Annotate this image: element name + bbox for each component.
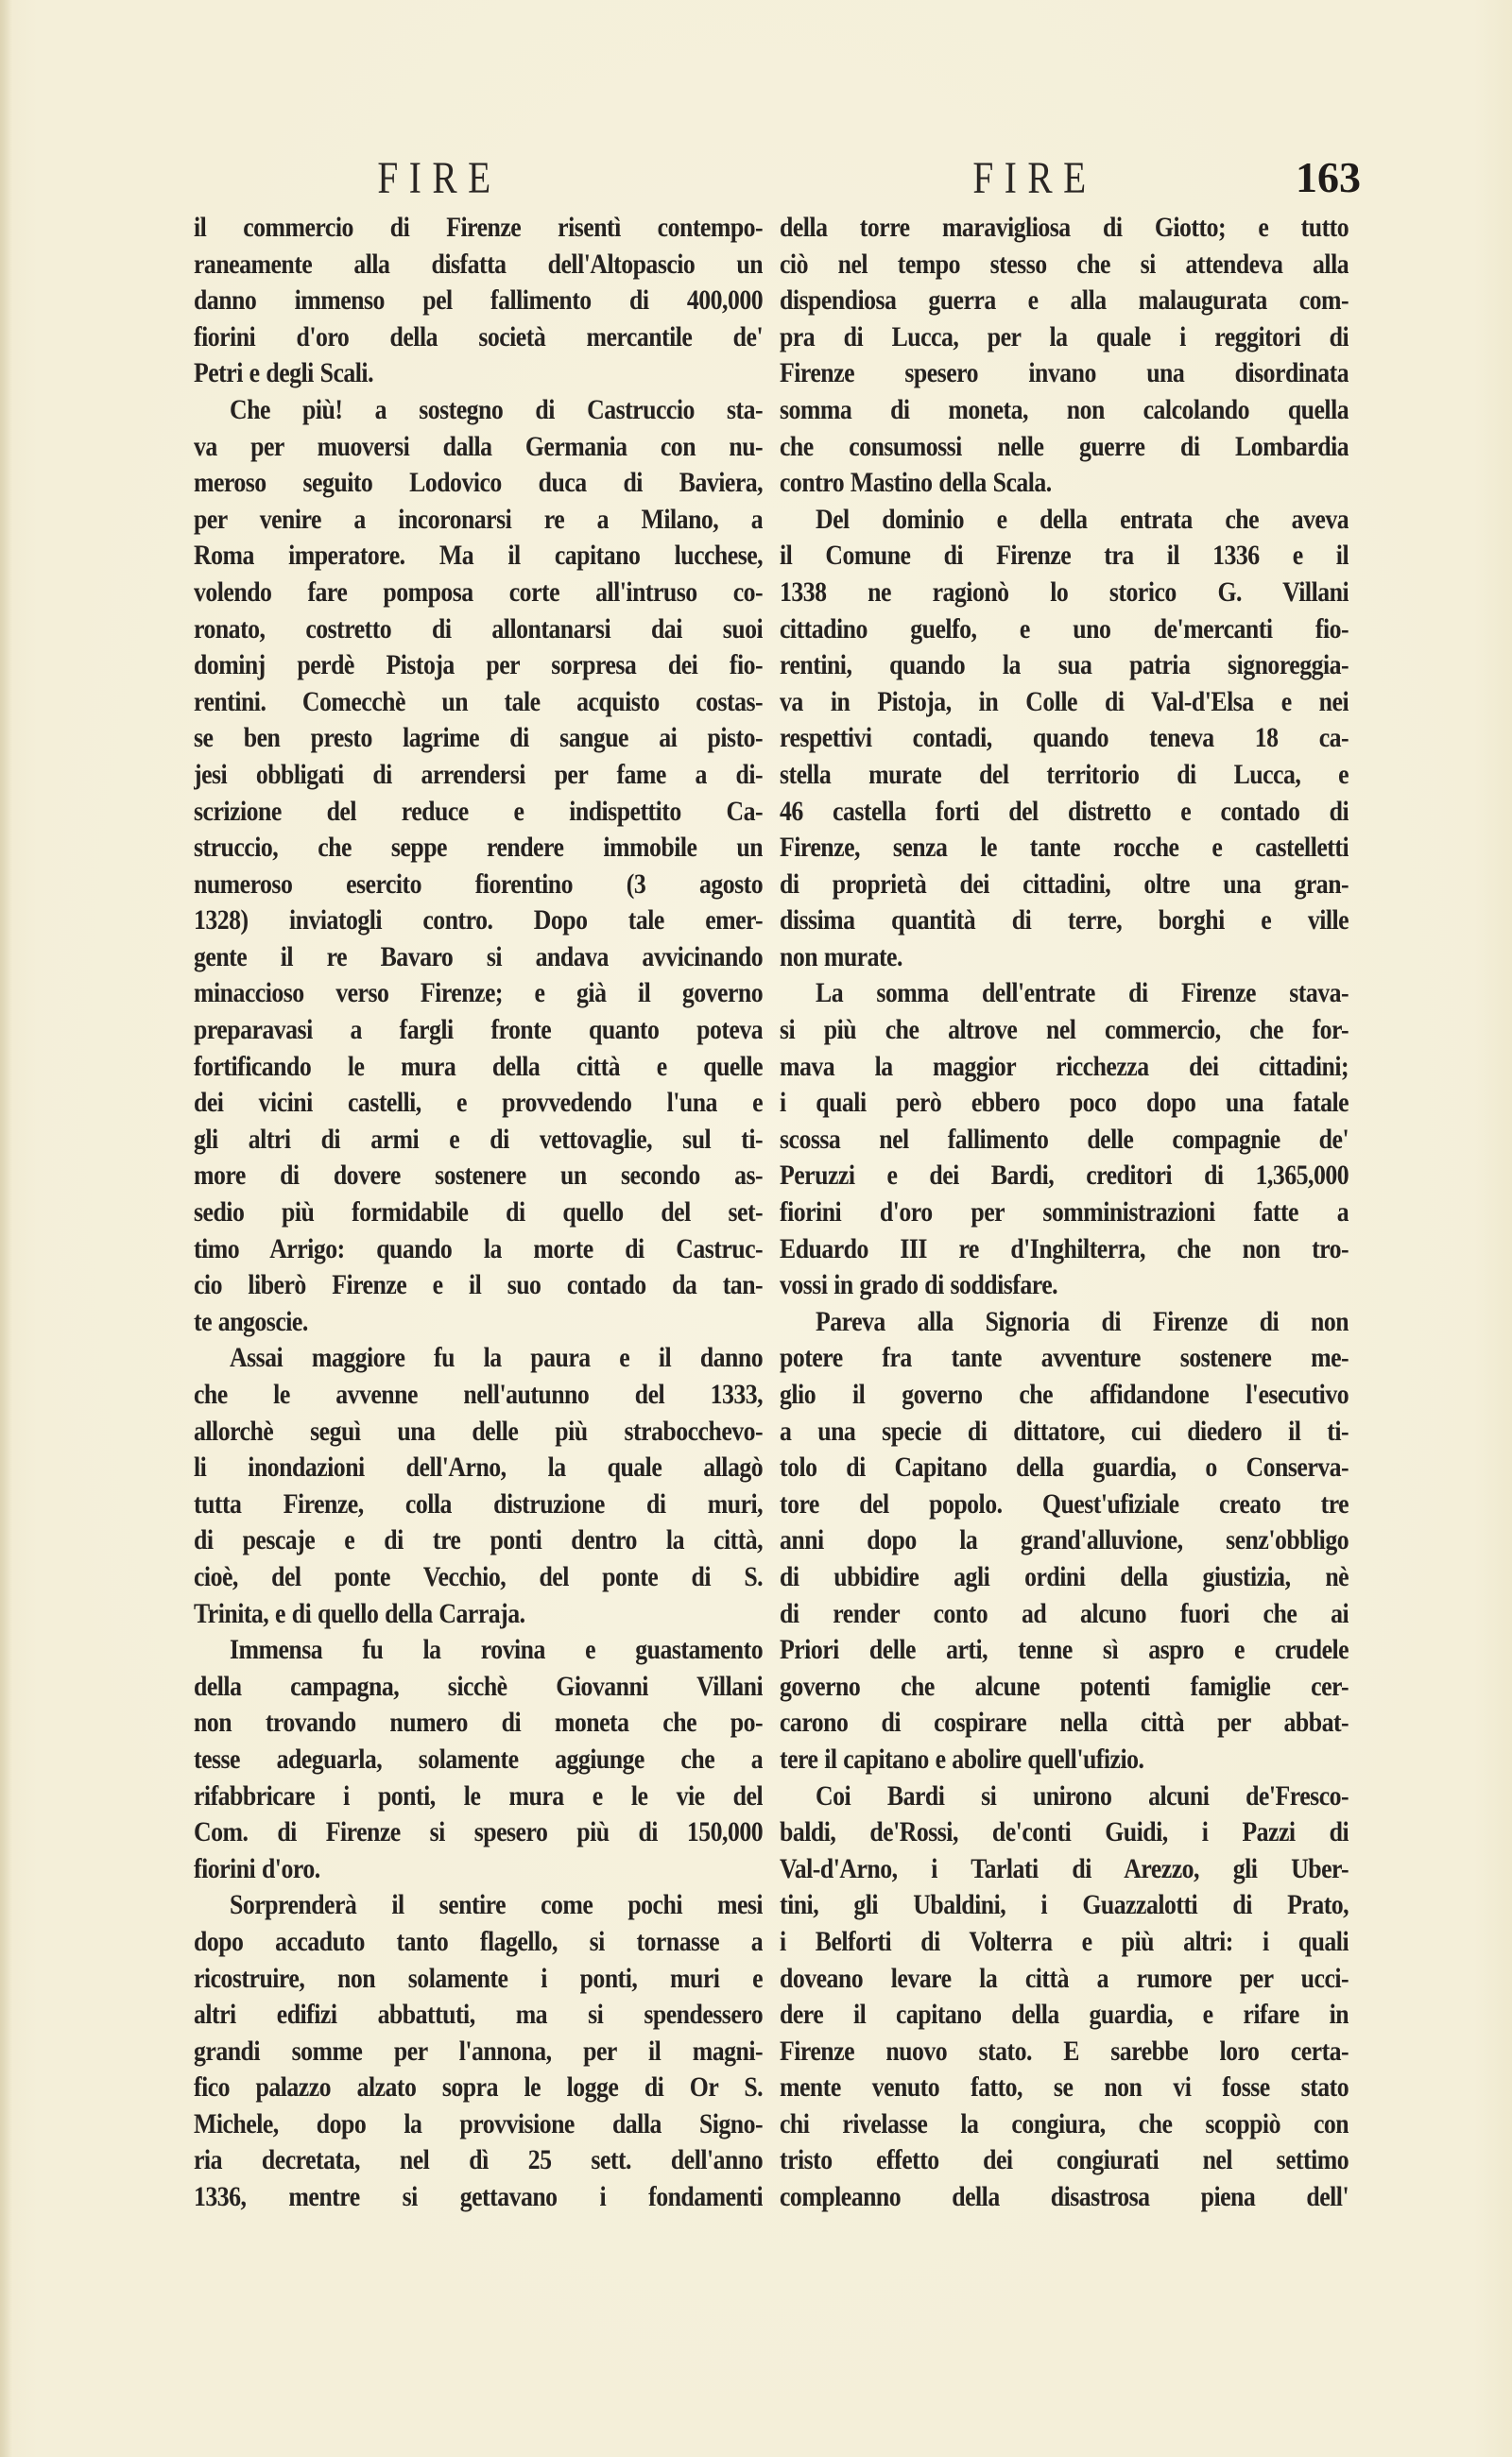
text-line: raneamente alla disfatta dell'Altopascio un xyxy=(194,248,763,280)
text-line: si più che altrove nel commercio, che for- xyxy=(780,1014,1349,1046)
text-line: Pareva alla Signoria di Firenze di non xyxy=(816,1305,1349,1337)
text-line: dominj perdè Pistoja per sorpresa dei fio- xyxy=(194,649,763,681)
text-line: respettivi contadi, quando teneva 18 ca- xyxy=(780,722,1349,754)
text-line: preparavasi a fargli fronte quanto poteva xyxy=(194,1014,763,1046)
page-number: 163 xyxy=(1296,153,1361,201)
text-line: Firenze, senza le tante rocche e castelletti xyxy=(780,832,1349,864)
text-line: baldi, de'Rossi, de'conti Guidi, i Pazzi di xyxy=(780,1816,1349,1848)
text-line: allorchè seguì una delle più strabocchevo- xyxy=(194,1415,763,1447)
text-line: 1336, mentre si gettavano i fondamenti xyxy=(194,2181,763,2213)
text-line: tutta Firenze, colla distruzione di muri, xyxy=(194,1487,763,1520)
text-line: meroso seguito Lodovico duca di Baviera, xyxy=(194,467,763,499)
text-line: Firenze nuovo stato. E sarebbe loro certa- xyxy=(780,2035,1349,2067)
paragraph xyxy=(194,210,763,392)
text-line: rifabbricare i ponti, le mura e le vie del xyxy=(194,1779,763,1812)
text-line: fiorini d'oro per somministrazioni fatte a xyxy=(780,1196,1349,1228)
text-line: danno immenso pel fallimento di 400,000 xyxy=(194,284,763,317)
text-line: cio liberò Firenze e il suo contado da tan- xyxy=(194,1269,763,1301)
text-line: ricostruire, non solamente i ponti, muri e xyxy=(194,1962,763,1994)
text-line: Petri e degli Scali. xyxy=(194,357,374,389)
text-column-left xyxy=(194,210,763,2216)
text-line: della torre maravigliosa di Giotto; e tutto xyxy=(780,212,1349,243)
text-line: dissima quantità di terre, borghi e ville xyxy=(780,904,1349,936)
text-line: gente il re Bavaro si andava avvicinando xyxy=(194,940,763,972)
text-line: Sorprenderà il sentire come pochi mesi xyxy=(230,1889,763,1921)
text-line: doveano levare la città a rumore per ucci- xyxy=(780,1962,1349,1994)
text-line: struccio, che seppe rendere immobile un xyxy=(194,832,763,864)
text-line: tini, gli Ubaldini, i Guazzalotti di Prato, xyxy=(780,1889,1349,1921)
text-line: dei vicini castelli, e provvedendo l'una e xyxy=(194,1087,763,1119)
text-line: compleanno della disastrosa piena dell' xyxy=(780,2181,1349,2213)
text-line: va in Pistoja, in Colle di Val-d'Elsa e nei xyxy=(780,685,1349,717)
text-line: dopo accaduto tanto flagello, si tornasse a xyxy=(194,1925,763,1957)
text-line: tolo di Capitano della guardia, o Conserva- xyxy=(780,1452,1349,1484)
paragraph xyxy=(780,502,1349,976)
text-line: anni dopo la grand'alluvione, senz'obbligo xyxy=(780,1524,1349,1556)
text-line: glio il governo che affidandone l'esecutivo xyxy=(780,1379,1349,1410)
text-line: grandi somme per l'annona, per il magni- xyxy=(194,2035,763,2067)
text-line: Val-d'Arno, i Tarlati di Arezzo, gli Uber- xyxy=(780,1852,1349,1884)
text-line: mente venuto fatto, se non vi fosse stato xyxy=(780,2071,1349,2104)
text-column-right xyxy=(780,210,1349,2216)
text-line: carono di cospirare nella città per abbat- xyxy=(780,1707,1349,1739)
paragraph xyxy=(194,392,763,1340)
text-line: Coi Bardi si unirono alcuni de'Fresco- xyxy=(816,1779,1349,1812)
text-line: Trinita, e di quello della Carraja. xyxy=(194,1597,525,1629)
text-line: somma di moneta, non calcolando quella xyxy=(780,393,1349,425)
text-line: pra di Lucca, per la quale i reggitori di xyxy=(780,320,1349,352)
text-line: Priori delle arti, tenne sì aspro e crudele xyxy=(780,1634,1349,1666)
text-line: tesse adeguarla, solamente aggiunge che a xyxy=(194,1743,763,1775)
text-line: Roma imperatore. Ma il capitano lucchese, xyxy=(194,540,763,572)
text-line: i quali però ebbero poco dopo una fatale xyxy=(780,1087,1349,1119)
text-line: more di dovere sostenere un secondo as- xyxy=(194,1160,763,1192)
text-line: di proprietà dei cittadini, oltre una gran- xyxy=(780,868,1349,900)
text-line: La somma dell'entrate di Firenze stava- xyxy=(816,977,1349,1009)
text-line: vossi in grado di soddisfare. xyxy=(780,1269,1058,1301)
text-line: 1338 ne ragionò lo storico G. Villani xyxy=(780,576,1349,608)
text-line: potere fra tante avventure sostenere me- xyxy=(780,1342,1349,1374)
text-line: fiorini d'oro della società mercantile de' xyxy=(194,320,763,352)
text-line: di pescaje e di tre ponti dentro la città, xyxy=(194,1524,763,1556)
text-line: Firenze spesero invano una disordinata xyxy=(780,357,1349,389)
text-line: fico palazzo alzato sopra le logge di Or S. xyxy=(194,2071,763,2104)
text-line: 46 castella forti del distretto e contado di xyxy=(780,795,1349,827)
text-line: rentini. Comecchè un tale acquisto costas- xyxy=(194,685,763,717)
text-line: di render conto ad alcuno fuori che ai xyxy=(780,1597,1349,1629)
text-line: della campagna, sicchè Giovanni Villani xyxy=(194,1670,763,1702)
paragraph xyxy=(194,1340,763,1632)
text-line: 1328) inviatogli contro. Dopo tale emer- xyxy=(194,904,763,936)
text-line: se ben presto lagrime di sangue ai pisto- xyxy=(194,722,763,754)
text-line: minaccioso verso Firenze; e già il governo xyxy=(194,977,763,1009)
paragraph xyxy=(194,1632,763,1887)
text-line: ronato, costretto di allontanarsi dai suoi xyxy=(194,612,763,644)
text-line: numeroso esercito fiorentino (3 agosto xyxy=(194,868,763,900)
text-line: chi rivelasse la congiura, che scoppiò con xyxy=(780,2107,1349,2139)
text-line: mava la maggior ricchezza dei cittadini; xyxy=(780,1050,1349,1082)
text-line: contro Mastino della Scala. xyxy=(780,467,1052,499)
text-line: rentini, quando la sua patria signoreggia- xyxy=(780,649,1349,681)
paragraph xyxy=(780,210,1349,502)
text-line: volendo fare pomposa corte all'intruso co- xyxy=(194,576,763,608)
text-line: cioè, del ponte Vecchio, del ponte di S. xyxy=(194,1560,763,1592)
text-line: altri edifizi abbattuti, ma si spendessero xyxy=(194,1999,763,2031)
text-line: per venire a incoronarsi re a Milano, a xyxy=(194,503,763,535)
text-line: va per muoversi dalla Germania con nu- xyxy=(194,430,763,462)
text-line: non murate. xyxy=(780,940,902,972)
text-line: Del dominio e della entrata che aveva xyxy=(816,503,1349,535)
text-line: cittadino guelfo, e uno de'mercanti fio- xyxy=(780,612,1349,644)
text-line: gli altri di armi e di vettovaglie, sul ti- xyxy=(194,1123,763,1155)
paragraph xyxy=(780,1778,1349,2216)
text-line: jesi obbligati di arrendersi per fame a di- xyxy=(194,758,763,790)
text-line: ria decretata, nel dì 25 sett. dell'anno xyxy=(194,2144,763,2176)
page-gutter-shadow xyxy=(0,0,11,2457)
text-line: non trovando numero di moneta che po- xyxy=(194,1707,763,1739)
text-line: Assai maggiore fu la paura e il danno xyxy=(230,1342,763,1374)
text-line: i Belforti di Volterra e più altri: i quali xyxy=(780,1925,1349,1957)
text-line: ciò nel tempo stesso che si attendeva alla xyxy=(780,248,1349,280)
text-line: tere il capitano e abolire quell'ufizio. xyxy=(780,1743,1144,1775)
text-line: Peruzzi e dei Bardi, creditori di 1,365,000 xyxy=(780,1160,1349,1192)
paragraph xyxy=(780,1304,1349,1778)
text-line: che consumossi nelle guerre di Lombardia xyxy=(780,430,1349,462)
text-line: Michele, dopo la provvisione dalla Signo- xyxy=(194,2107,763,2139)
text-line: a una specie di dittatore, cui diedero il ti- xyxy=(780,1415,1349,1447)
text-line: fiorini d'oro. xyxy=(194,1852,320,1884)
text-line: Immensa fu la rovina e guastamento xyxy=(230,1634,763,1666)
text-line: Che più! a sostegno di Castruccio sta- xyxy=(230,393,763,425)
text-line: timo Arrigo: quando la morte di Castruc- xyxy=(194,1232,763,1264)
text-line: scrizione del reduce e indispettito Ca- xyxy=(194,795,763,827)
text-line: tore del popolo. Quest'ufiziale creato tre xyxy=(780,1487,1349,1520)
text-line: fortificando le mura della città e quelle xyxy=(194,1050,763,1082)
text-line: Com. di Firenze si spesero più di 150,000 xyxy=(194,1816,763,1848)
text-line: il Comune di Firenze tra il 1336 e il xyxy=(780,540,1349,572)
paragraph xyxy=(194,1887,763,2215)
text-line: te angoscie. xyxy=(194,1305,308,1337)
running-head-right: FIRE xyxy=(972,153,1097,203)
text-line: Eduardo III re d'Inghilterra, che non tro- xyxy=(780,1232,1349,1264)
text-line: che le avvenne nell'autunno del 1333, xyxy=(194,1379,763,1410)
paragraph xyxy=(780,975,1349,1303)
text-line: stella murate del territorio di Lucca, e xyxy=(780,758,1349,790)
text-line: governo che alcune potenti famiglie cer- xyxy=(780,1670,1349,1702)
text-line: di ubbidire agli ordini della giustizia, nè xyxy=(780,1560,1349,1592)
text-line: tristo effetto dei congiurati nel settimo xyxy=(780,2144,1349,2176)
text-line: dispendiosa guerra e alla malaugurata com- xyxy=(780,284,1349,317)
text-line: dere il capitano della guardia, e rifare in xyxy=(780,1999,1349,2031)
running-head-left: FIRE xyxy=(377,153,502,203)
text-line: li inondazioni dell'Arno, la quale allagò xyxy=(194,1452,763,1484)
text-line: sedio più formidabile di quello del set- xyxy=(194,1196,763,1228)
text-line: scossa nel fallimento delle compagnie de' xyxy=(780,1123,1349,1155)
text-line: il commercio di Firenze risentì contempo- xyxy=(194,212,763,243)
